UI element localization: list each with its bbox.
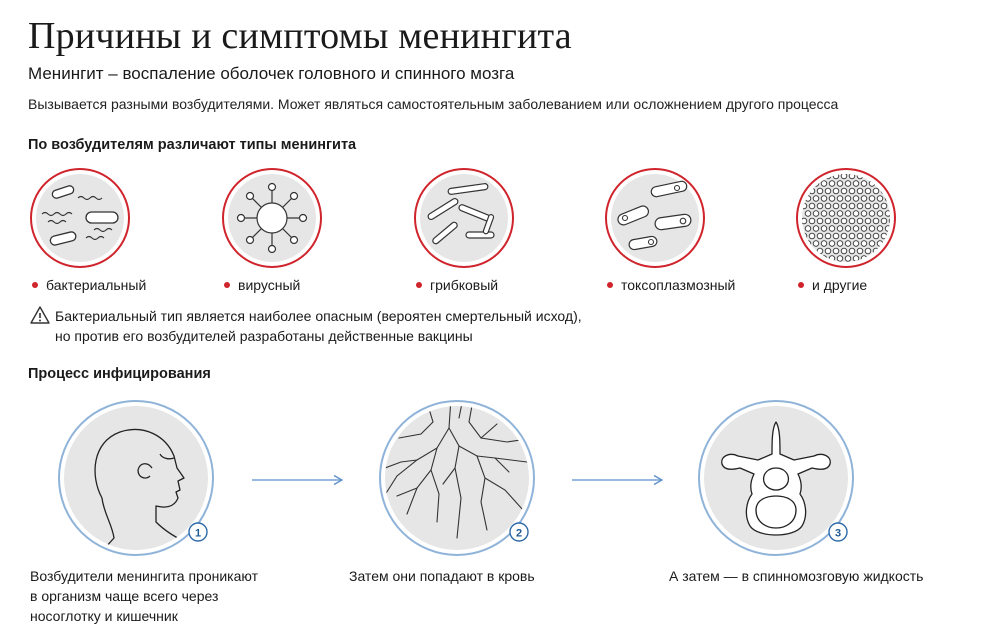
bullet-dot	[224, 282, 230, 288]
bullet-dot	[32, 282, 38, 288]
microbe-dot	[885, 181, 891, 187]
microbe-dot	[805, 256, 811, 262]
microbe-dot	[849, 218, 855, 224]
microbe-dot	[857, 233, 863, 239]
microbe-dot	[837, 196, 843, 202]
microbe-dot	[845, 256, 851, 262]
microbe-dot	[877, 211, 883, 217]
microbe-dot	[861, 226, 867, 232]
arrow-right-icon	[252, 474, 344, 486]
microbe-dot	[817, 233, 823, 239]
microbe-dot	[837, 181, 843, 187]
type-label-other	[798, 277, 867, 293]
type-label-text: и другие	[812, 277, 868, 293]
microbe-dot	[845, 241, 851, 247]
microbe-dot	[873, 188, 879, 194]
microbe-dot	[805, 226, 811, 232]
microbe-dot	[889, 188, 895, 194]
step-3-description	[669, 566, 923, 586]
microbe-dot	[845, 196, 851, 202]
microbe-dot	[873, 203, 879, 209]
microbe-dot	[877, 196, 883, 202]
microbe-dot	[873, 218, 879, 224]
microbe-dot	[877, 256, 883, 262]
microbe-dot	[833, 248, 839, 254]
virus-icon	[220, 166, 324, 270]
microbe-dot	[829, 181, 835, 187]
step-number: 3	[834, 527, 842, 540]
type-label-text: токсоплазмозный	[621, 277, 736, 293]
microbe-dot	[857, 218, 863, 224]
microbe-dot	[821, 196, 827, 202]
microbe-dot	[861, 196, 867, 202]
microbe-dot	[837, 241, 843, 247]
microbe-dot	[809, 173, 815, 179]
microbe-dot	[865, 188, 871, 194]
bacterial-warning-note	[55, 306, 582, 346]
microbe-dot	[853, 241, 859, 247]
microbe-dot	[845, 211, 851, 217]
microbe-dot	[881, 218, 887, 224]
microbe-dot	[817, 203, 823, 209]
microbe-dot	[857, 203, 863, 209]
microbe-dot	[809, 233, 815, 239]
microbe-dot	[865, 203, 871, 209]
microbe-dot	[829, 211, 835, 217]
bullet-dot	[416, 282, 422, 288]
microbe-dot	[833, 203, 839, 209]
microbe-dot	[869, 226, 875, 232]
types-heading: По возбудителям различают типы менингита	[28, 137, 357, 153]
type-label-viral	[224, 277, 300, 293]
microbe-dot	[849, 188, 855, 194]
microbe-dot	[821, 181, 827, 187]
human-head-icon	[56, 398, 216, 558]
microbe-dot	[845, 181, 851, 187]
microbe-dot	[825, 233, 831, 239]
warning-icon	[30, 305, 50, 325]
microbe-dot	[813, 226, 819, 232]
microbe-dot	[853, 211, 859, 217]
microbe-dot	[833, 188, 839, 194]
microbe-dot	[869, 241, 875, 247]
microbe-dot	[893, 196, 898, 202]
microbe-dot	[813, 241, 819, 247]
type-label-bacterial	[32, 277, 146, 293]
step-1-description	[30, 566, 258, 626]
microbe-dot	[893, 256, 898, 262]
microbe-dot	[837, 226, 843, 232]
microbe-dot	[813, 196, 819, 202]
vertebra-icon	[696, 398, 856, 558]
step-text-line: Возбудители менингита проникают	[30, 568, 258, 584]
microbe-dot	[869, 196, 875, 202]
step-text-line: в организм чаще всего через	[30, 588, 219, 604]
microbe-dot	[849, 248, 855, 254]
step-2-description	[349, 566, 535, 586]
microbe-dot	[837, 211, 843, 217]
type-label-text: бактериальный	[46, 277, 147, 293]
microbe-dot	[817, 188, 823, 194]
bacteria-icon	[28, 166, 132, 270]
microbe-dot	[865, 233, 871, 239]
microbe-dot	[821, 241, 827, 247]
microbe-dot	[825, 248, 831, 254]
microbe-dot	[833, 233, 839, 239]
microbe-dot	[829, 241, 835, 247]
microbe-dot	[841, 218, 847, 224]
microbe-dot	[821, 226, 827, 232]
microbe-dot	[821, 211, 827, 217]
microbe-dot	[801, 173, 807, 179]
step-text-line: Затем они попадают в кровь	[349, 568, 535, 584]
page-title: Причины и симптомы менингита	[28, 15, 572, 57]
microbe-dot	[845, 226, 851, 232]
other-microbes-icon	[794, 166, 898, 270]
microbe-dot	[829, 226, 835, 232]
step-number: 1	[194, 527, 202, 540]
microbe-dot	[805, 211, 811, 217]
microbe-dot	[853, 226, 859, 232]
microbe-dot	[865, 218, 871, 224]
fungus-icon	[412, 166, 516, 270]
microbe-dot	[809, 218, 815, 224]
step-text-line: носоглотку и кишечник	[30, 608, 178, 624]
microbe-dot	[861, 181, 867, 187]
microbe-dot	[861, 241, 867, 247]
microbe-dot	[841, 188, 847, 194]
microbe-dot	[837, 256, 843, 262]
microbe-dot	[853, 181, 859, 187]
microbe-dot	[881, 173, 887, 179]
type-label-text: вирусный	[238, 277, 301, 293]
microbe-dot	[869, 211, 875, 217]
intro-text: Вызывается разными возбудителями. Может являться самостоятельным заболеванием или осложнением другого процесса	[28, 96, 839, 112]
microbe-dot	[841, 203, 847, 209]
microbe-dot	[801, 248, 807, 254]
microbe-dot	[857, 248, 863, 254]
microbe-dot	[829, 196, 835, 202]
microbe-dot	[833, 218, 839, 224]
microbe-dot	[861, 211, 867, 217]
microbe-dot	[825, 188, 831, 194]
arrow-right-icon	[572, 474, 664, 486]
process-heading: Процесс инфицирования	[28, 366, 211, 382]
microbe-dot	[873, 233, 879, 239]
microbe-dot	[809, 203, 815, 209]
toxoplasma-icon	[603, 166, 707, 270]
type-label-text: грибковый	[430, 277, 499, 293]
microbe-dot	[857, 188, 863, 194]
page-subtitle: Менингит – воспаление оболочек головного и спинного мозга	[28, 64, 515, 83]
bullet-dot	[607, 282, 613, 288]
microbe-dot	[813, 211, 819, 217]
microbe-dot	[825, 203, 831, 209]
type-label-toxoplasma	[607, 277, 735, 293]
microbe-dot	[849, 233, 855, 239]
microbe-dot	[881, 203, 887, 209]
microbe-dot	[893, 181, 898, 187]
warning-line-2: но против его возбудителей разработаны действенные вакцины	[55, 328, 473, 344]
step-text-line: А затем — в спинномозговую жидкость	[669, 568, 924, 584]
microbe-dot	[825, 218, 831, 224]
microbe-dot	[849, 203, 855, 209]
microbe-dot	[841, 248, 847, 254]
microbe-dot	[885, 256, 891, 262]
blood-vessels-icon	[377, 398, 537, 558]
type-label-fungal	[416, 277, 498, 293]
bullet-dot	[798, 282, 804, 288]
warning-line-1: Бактериальный тип является наиболее опасным (вероятен смертельный исход),	[55, 308, 582, 324]
microbe-dot	[865, 248, 871, 254]
step-number: 2	[515, 527, 523, 540]
microbe-dot	[889, 173, 895, 179]
microbe-dot	[853, 196, 859, 202]
microbe-dot	[877, 226, 883, 232]
microbe-dot	[841, 233, 847, 239]
microbe-dot	[817, 218, 823, 224]
microbe-dot	[893, 241, 898, 247]
microbe-dot	[889, 248, 895, 254]
